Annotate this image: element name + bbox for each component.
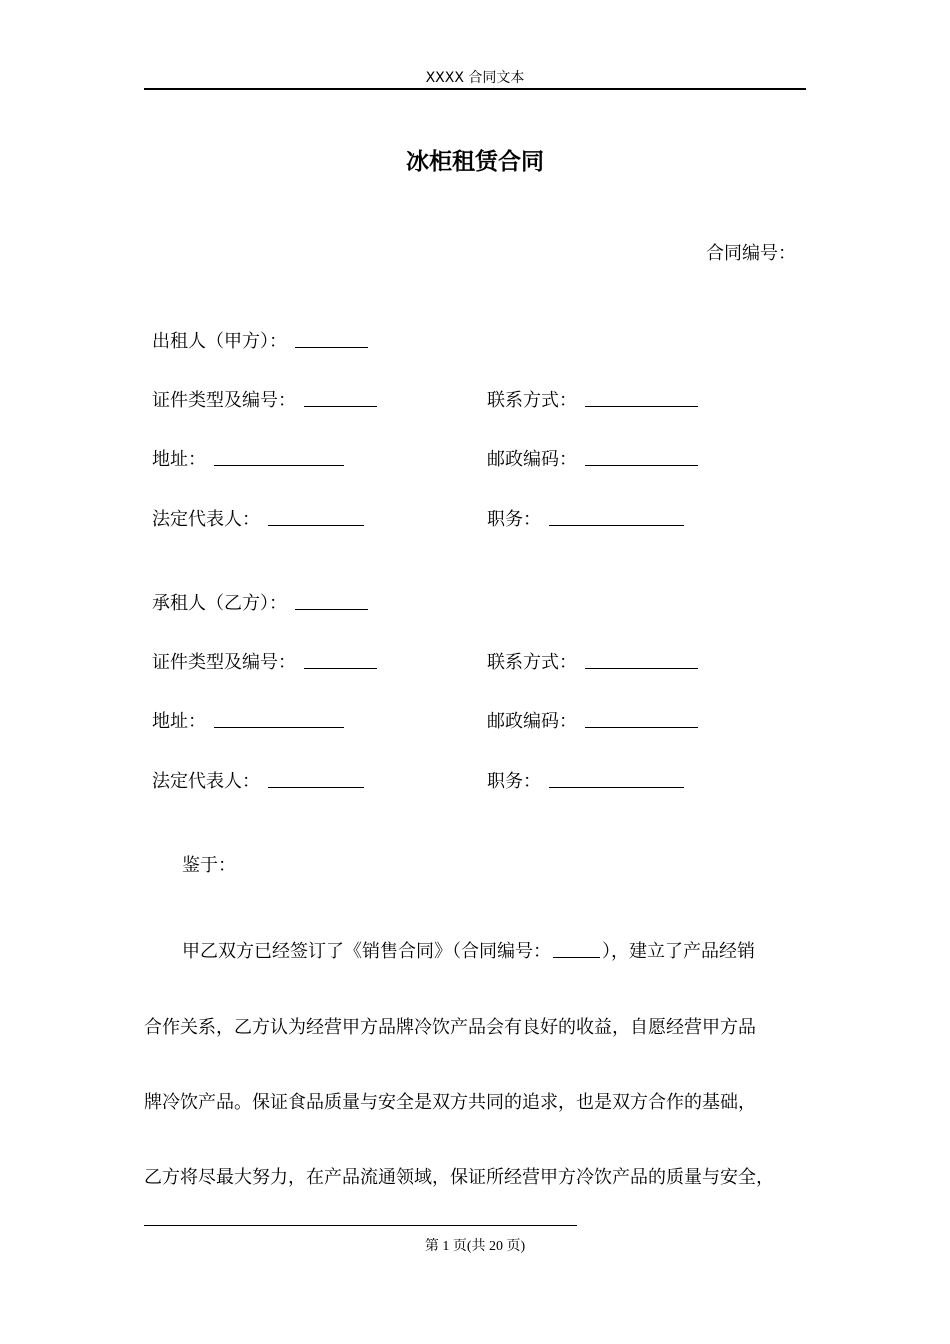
body-line-4: 乙方将尽最大努力，在产品流通领域，保证所经营甲方冷饮产品的质量与安全， bbox=[144, 1167, 774, 1188]
body-line-2: 合作关系，乙方认为经营甲方品牌冷饮产品会有良好的收益，自愿经营甲方品 bbox=[144, 1017, 756, 1038]
lessee-address-label: 地址： bbox=[152, 711, 206, 732]
lessor-postal-field bbox=[487, 447, 698, 473]
lessee-position-label: 职务： bbox=[487, 771, 541, 792]
lessor-id-label: 证件类型及编号： bbox=[152, 390, 296, 411]
lessee-party-field bbox=[152, 591, 368, 617]
lessor-contact-blank[interactable] bbox=[585, 388, 698, 407]
page-header-title: XXXX 合同文本 bbox=[425, 70, 525, 86]
lessee-party-label: 承租人（乙方）： bbox=[152, 593, 287, 614]
footer-divider bbox=[144, 1225, 577, 1226]
lessor-position-label: 职务： bbox=[487, 509, 541, 530]
lessee-postal-blank[interactable] bbox=[585, 709, 698, 728]
lessee-id-blank[interactable] bbox=[304, 650, 377, 669]
lessor-party-label: 出租人（甲方）： bbox=[152, 331, 287, 352]
lessee-address-blank[interactable] bbox=[214, 709, 344, 728]
lessor-postal-blank[interactable] bbox=[585, 447, 698, 466]
lessor-party-blank[interactable] bbox=[295, 329, 368, 348]
lessee-position-blank[interactable] bbox=[549, 769, 684, 788]
lessee-contact-blank[interactable] bbox=[585, 650, 698, 669]
contract-number-label: 合同编号： bbox=[706, 243, 796, 264]
body-line-1-start: 甲乙双方已经签订了《销售合同》（合同编号： bbox=[182, 941, 551, 962]
document-title: 冰柜租赁合同 bbox=[406, 149, 544, 175]
lessee-legal-rep-field bbox=[152, 769, 364, 795]
whereas-heading: 鉴于： bbox=[182, 855, 236, 876]
lessee-postal-label: 邮政编码： bbox=[487, 711, 577, 732]
lessee-legal-rep-blank[interactable] bbox=[268, 769, 364, 788]
lessor-party-field bbox=[152, 329, 368, 355]
lessor-position-field bbox=[487, 507, 684, 533]
lessor-address-field bbox=[152, 447, 344, 473]
header-divider bbox=[144, 88, 806, 90]
lessor-id-blank[interactable] bbox=[304, 388, 377, 407]
lessee-party-blank[interactable] bbox=[295, 591, 368, 610]
sales-contract-number-blank[interactable] bbox=[553, 939, 600, 958]
lessor-position-blank[interactable] bbox=[549, 507, 684, 526]
lessor-id-field bbox=[152, 388, 377, 414]
lessor-legal-rep-label: 法定代表人： bbox=[152, 509, 260, 530]
lessor-contact-field bbox=[487, 388, 698, 414]
body-line-3: 牌冷饮产品。保证食品质量与安全是双方共同的追求，也是双方合作的基础， bbox=[144, 1092, 756, 1113]
page-number: 第 1 页(共 20 页) bbox=[424, 1239, 526, 1254]
lessee-postal-field bbox=[487, 709, 698, 735]
lessee-id-label: 证件类型及编号： bbox=[152, 652, 296, 673]
lessee-id-field bbox=[152, 650, 377, 676]
lessee-contact-label: 联系方式： bbox=[487, 652, 577, 673]
lessee-address-field bbox=[152, 709, 344, 735]
body-line-1 bbox=[182, 939, 755, 965]
lessor-contact-label: 联系方式： bbox=[487, 390, 577, 411]
lessee-contact-field bbox=[487, 650, 698, 676]
lessor-legal-rep-blank[interactable] bbox=[268, 507, 364, 526]
lessor-legal-rep-field bbox=[152, 507, 364, 533]
lessor-postal-label: 邮政编码： bbox=[487, 449, 577, 470]
body-line-1-end: ），建立了产品经销 bbox=[602, 941, 755, 962]
lessor-address-label: 地址： bbox=[152, 449, 206, 470]
lessee-legal-rep-label: 法定代表人： bbox=[152, 771, 260, 792]
lessor-address-blank[interactable] bbox=[214, 447, 344, 466]
lessee-position-field bbox=[487, 769, 684, 795]
